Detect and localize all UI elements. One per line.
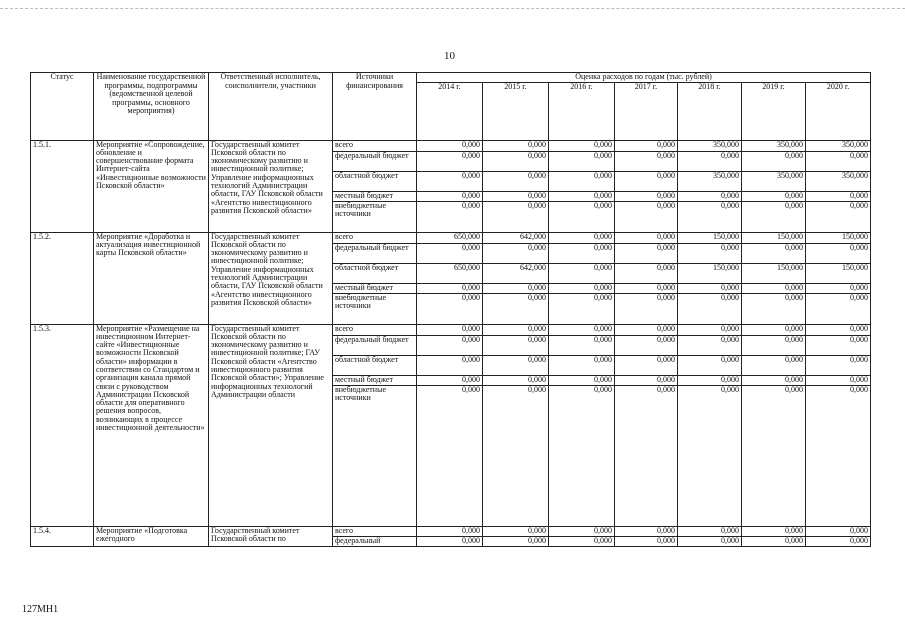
- value-cell: 0,000: [678, 355, 742, 375]
- value-cell: 650,000: [417, 263, 483, 283]
- value-cell: 0,000: [806, 201, 871, 232]
- value-cell: 0,000: [549, 536, 615, 546]
- page-number: 10: [444, 50, 455, 62]
- source-label: местный бюджет: [333, 191, 417, 201]
- value-cell: 0,000: [483, 385, 549, 526]
- source-label: местный бюджет: [333, 283, 417, 293]
- value-cell: 0,000: [417, 536, 483, 546]
- row-responsible: Государственный комитет Псковской области по: [209, 526, 333, 546]
- value-cell: 0,000: [549, 243, 615, 263]
- value-cell: 0,000: [615, 243, 678, 263]
- source-label: всего: [333, 140, 417, 151]
- row-responsible: Государственный комитет Псковской области по экономическому развитию и инвестиционной политике; Управление информационных технологий Администрации области, ГАУ Псковской области «Агентство инвестиционного развития Псковской области»: [209, 232, 333, 324]
- source-label: внебюджетные источники: [333, 293, 417, 324]
- value-cell: 150,000: [806, 232, 871, 243]
- source-label: областной бюджет: [333, 171, 417, 191]
- value-cell: 0,000: [742, 243, 806, 263]
- value-cell: 0,000: [806, 385, 871, 526]
- value-cell: 0,000: [678, 526, 742, 536]
- source-label: всего: [333, 232, 417, 243]
- value-cell: 0,000: [483, 375, 549, 385]
- value-cell: 0,000: [678, 191, 742, 201]
- value-cell: 0,000: [615, 171, 678, 191]
- value-cell: 0,000: [483, 293, 549, 324]
- value-cell: 0,000: [806, 536, 871, 546]
- header-year: 2018 г.: [678, 82, 742, 140]
- value-cell: 150,000: [678, 263, 742, 283]
- row-name: Мероприятие «Доработка и актуализация инвестиционной карты Псковской области»: [94, 232, 209, 324]
- value-cell: 0,000: [678, 536, 742, 546]
- value-cell: 0,000: [549, 385, 615, 526]
- value-cell: 0,000: [742, 283, 806, 293]
- value-cell: 0,000: [417, 335, 483, 355]
- value-cell: 0,000: [417, 385, 483, 526]
- table-row: [31, 232, 871, 243]
- value-cell: 0,000: [742, 335, 806, 355]
- value-cell: 0,000: [549, 283, 615, 293]
- row-name: Мероприятие «Сопровождение, обновление и совершенствование формата Интернет-сайта «Инвестиционные возможности Псковской области»: [94, 140, 209, 232]
- header-year: 2014 г.: [417, 82, 483, 140]
- value-cell: 0,000: [549, 151, 615, 171]
- value-cell: 0,000: [678, 385, 742, 526]
- value-cell: 0,000: [742, 191, 806, 201]
- value-cell: 0,000: [417, 201, 483, 232]
- value-cell: 0,000: [678, 375, 742, 385]
- source-label: всего: [333, 324, 417, 335]
- source-label: федеральный бюджет: [333, 243, 417, 263]
- value-cell: 150,000: [742, 232, 806, 243]
- row-name: Мероприятие «Подготовка ежегодного: [94, 526, 209, 546]
- source-label: федеральный: [333, 536, 417, 546]
- value-cell: 0,000: [483, 355, 549, 375]
- value-cell: 0,000: [549, 171, 615, 191]
- value-cell: 0,000: [806, 243, 871, 263]
- value-cell: 642,000: [483, 263, 549, 283]
- value-cell: 0,000: [678, 324, 742, 335]
- value-cell: 0,000: [417, 375, 483, 385]
- source-label: внебюджетные источники: [333, 201, 417, 232]
- value-cell: 0,000: [615, 335, 678, 355]
- value-cell: 0,000: [806, 375, 871, 385]
- value-cell: 0,000: [806, 526, 871, 536]
- row-responsible: Государственный комитет Псковской области по экономическому развитию и инвестиционной политике; ГАУ Псковской области «Агентство инвестиционного развития Псковской области»; Управление информационных технологий Администрации области: [209, 324, 333, 526]
- source-label: областной бюджет: [333, 355, 417, 375]
- value-cell: 0,000: [742, 526, 806, 536]
- value-cell: 0,000: [615, 526, 678, 536]
- header-year: 2016 г.: [549, 82, 615, 140]
- value-cell: 0,000: [806, 355, 871, 375]
- scan-edge-line: [0, 8, 905, 9]
- value-cell: 0,000: [615, 293, 678, 324]
- value-cell: 0,000: [742, 536, 806, 546]
- value-cell: 0,000: [483, 324, 549, 335]
- value-cell: 0,000: [678, 283, 742, 293]
- row-name: Мероприятие «Размещение на инвестиционном Интернет-сайте «Инвестиционные возможности Псковской области» информации в соответствии со Стандартом и организация канала прямой связи с руководством Администрации Псковской области для оперативного решения вопросов, возникающих в процессе инвестиционной деятельности»: [94, 324, 209, 526]
- value-cell: 150,000: [678, 232, 742, 243]
- value-cell: 0,000: [549, 526, 615, 536]
- header-status: Статус: [31, 73, 94, 141]
- value-cell: 0,000: [615, 385, 678, 526]
- value-cell: 0,000: [806, 283, 871, 293]
- value-cell: 350,000: [678, 171, 742, 191]
- value-cell: 350,000: [742, 140, 806, 151]
- value-cell: 0,000: [678, 201, 742, 232]
- value-cell: 350,000: [678, 140, 742, 151]
- value-cell: 0,000: [549, 232, 615, 243]
- value-cell: 0,000: [417, 283, 483, 293]
- value-cell: 0,000: [417, 243, 483, 263]
- value-cell: 0,000: [549, 140, 615, 151]
- header-year: 2017 г.: [615, 82, 678, 140]
- value-cell: 0,000: [483, 191, 549, 201]
- value-cell: 0,000: [615, 355, 678, 375]
- value-cell: 350,000: [806, 171, 871, 191]
- value-cell: 0,000: [742, 293, 806, 324]
- value-cell: 0,000: [806, 293, 871, 324]
- value-cell: 0,000: [417, 191, 483, 201]
- value-cell: 350,000: [742, 171, 806, 191]
- value-cell: 0,000: [549, 201, 615, 232]
- value-cell: 0,000: [549, 375, 615, 385]
- value-cell: 0,000: [549, 263, 615, 283]
- value-cell: 0,000: [615, 375, 678, 385]
- header-year: 2019 г.: [742, 82, 806, 140]
- source-label: областной бюджет: [333, 263, 417, 283]
- value-cell: 0,000: [615, 232, 678, 243]
- table-row: [31, 526, 871, 536]
- value-cell: 0,000: [615, 263, 678, 283]
- value-cell: 0,000: [678, 151, 742, 171]
- value-cell: 0,000: [417, 526, 483, 536]
- value-cell: 0,000: [483, 536, 549, 546]
- source-label: всего: [333, 526, 417, 536]
- value-cell: 0,000: [742, 355, 806, 375]
- value-cell: 0,000: [742, 201, 806, 232]
- value-cell: 0,000: [615, 201, 678, 232]
- source-label: федеральный бюджет: [333, 151, 417, 171]
- value-cell: 0,000: [742, 151, 806, 171]
- value-cell: 150,000: [742, 263, 806, 283]
- source-label: федеральный бюджет: [333, 335, 417, 355]
- value-cell: 0,000: [483, 243, 549, 263]
- value-cell: 0,000: [806, 335, 871, 355]
- value-cell: 0,000: [806, 151, 871, 171]
- value-cell: 0,000: [806, 191, 871, 201]
- header-responsible: Ответственный исполнитель, соисполнители, участники: [209, 73, 333, 141]
- value-cell: 0,000: [678, 335, 742, 355]
- value-cell: 0,000: [417, 151, 483, 171]
- row-status: 1.5.3.: [31, 324, 94, 526]
- value-cell: 0,000: [483, 151, 549, 171]
- row-status: 1.5.4.: [31, 526, 94, 546]
- value-cell: 0,000: [483, 140, 549, 151]
- table-row: [31, 140, 871, 151]
- row-status: 1.5.2.: [31, 232, 94, 324]
- header-year: 2015 г.: [483, 82, 549, 140]
- value-cell: 0,000: [806, 324, 871, 335]
- value-cell: 0,000: [549, 335, 615, 355]
- expenditure-table: [30, 72, 871, 547]
- header-name: Наименование государственной программы, подпрограммы (ведомственной целевой программы, основного мероприятия): [94, 73, 209, 141]
- value-cell: 642,000: [483, 232, 549, 243]
- value-cell: 0,000: [483, 335, 549, 355]
- value-cell: 0,000: [615, 151, 678, 171]
- value-cell: 0,000: [678, 293, 742, 324]
- row-responsible: Государственный комитет Псковской области по экономическому развитию и инвестиционной политике; Управление информационных технологий Администрации области, ГАУ Псковской области «Агентство инвестиционного развития Псковской области»: [209, 140, 333, 232]
- value-cell: 350,000: [806, 140, 871, 151]
- value-cell: 0,000: [417, 140, 483, 151]
- row-status: 1.5.1.: [31, 140, 94, 232]
- source-label: внебюджетные источники: [333, 385, 417, 526]
- value-cell: 0,000: [417, 324, 483, 335]
- value-cell: 150,000: [806, 263, 871, 283]
- value-cell: 0,000: [615, 283, 678, 293]
- value-cell: 0,000: [483, 283, 549, 293]
- value-cell: 0,000: [615, 536, 678, 546]
- value-cell: 0,000: [742, 375, 806, 385]
- value-cell: 0,000: [615, 324, 678, 335]
- value-cell: 0,000: [678, 243, 742, 263]
- value-cell: 0,000: [483, 526, 549, 536]
- value-cell: 0,000: [742, 324, 806, 335]
- value-cell: 0,000: [417, 293, 483, 324]
- header-year: 2020 г.: [806, 82, 871, 140]
- value-cell: 0,000: [417, 171, 483, 191]
- value-cell: 0,000: [483, 171, 549, 191]
- value-cell: 0,000: [615, 191, 678, 201]
- value-cell: 0,000: [615, 140, 678, 151]
- value-cell: 0,000: [549, 355, 615, 375]
- value-cell: 0,000: [549, 324, 615, 335]
- value-cell: 0,000: [483, 201, 549, 232]
- value-cell: 650,000: [417, 232, 483, 243]
- source-label: местный бюджет: [333, 375, 417, 385]
- table-row: [31, 324, 871, 335]
- footer-code: 127МН1: [22, 604, 59, 615]
- value-cell: 0,000: [742, 385, 806, 526]
- value-cell: 0,000: [417, 355, 483, 375]
- value-cell: 0,000: [549, 191, 615, 201]
- header-sources: Источники финансирования: [333, 73, 417, 141]
- header-budget: Оценка расходов по годам (тыс. рублей): [417, 73, 871, 83]
- value-cell: 0,000: [549, 293, 615, 324]
